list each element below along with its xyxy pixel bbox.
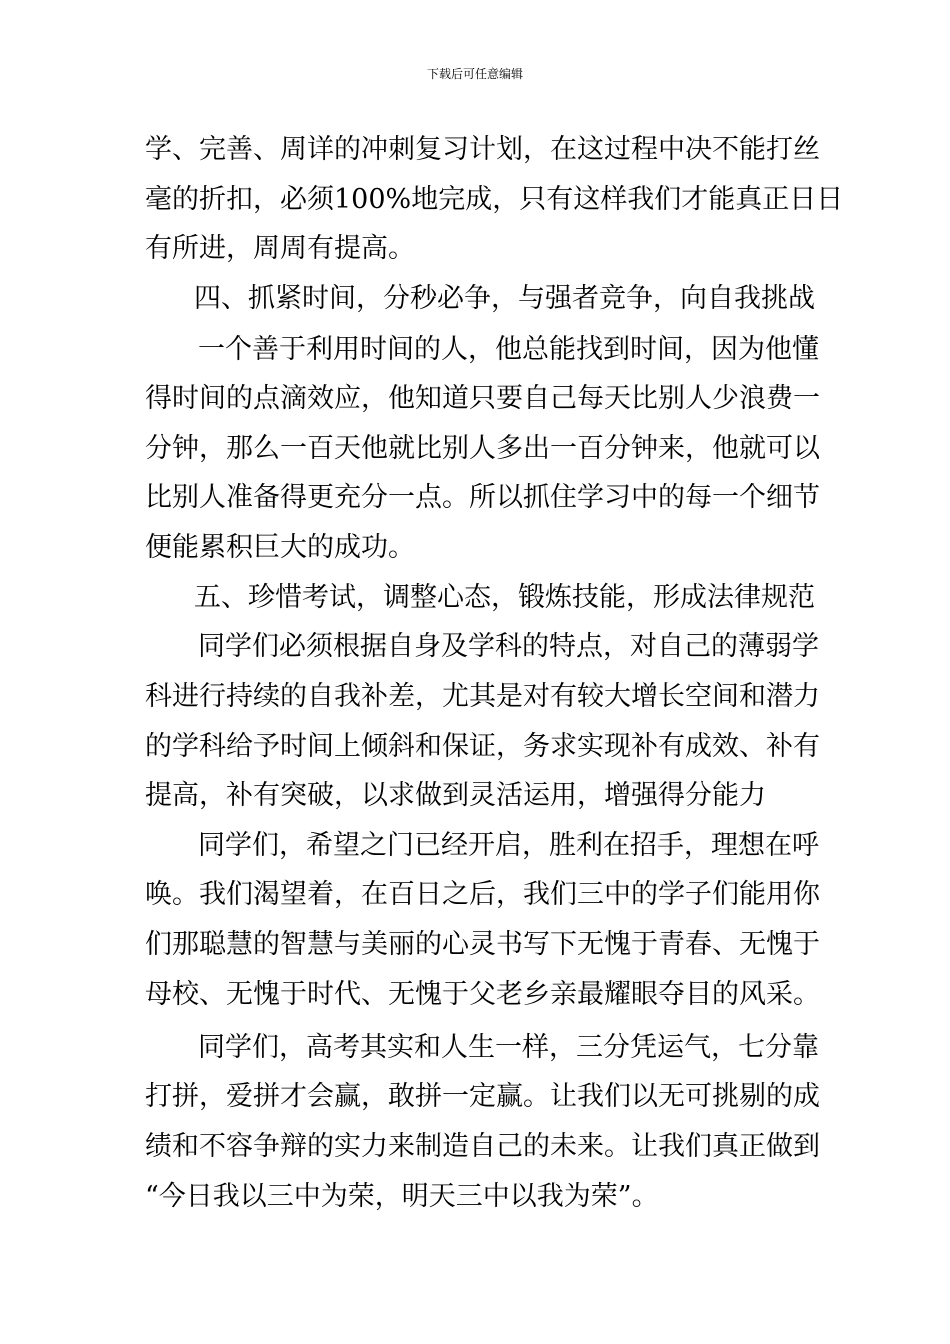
text-line: 们那聪慧的智慧与美丽的心灵书写下无愧于青春、无愧于 [145,929,820,960]
text-line: 绩和不容争辩的实力来制造自己的未来。让我们真正做到 [145,1131,820,1162]
text-line: 母校、无愧于时代、无愧于父老乡亲最耀眼夺目的风采。 [145,979,820,1010]
text-line: 科进行持续的自我补差，尤其是对有较大增长空间和潜力 [145,681,820,712]
text-line: 的学科给予时间上倾斜和保证，务求实现补有成效、补有 [145,731,820,762]
text-line: 唤。我们渴望着，在百日之后，我们三中的学子们能用你 [145,879,820,910]
text-line: 提高，补有突破，以求做到灵活运用，增强得分能力 [145,780,766,811]
section-heading: 四、抓紧时间，分秒必争，与强者竞争，向自我挑战 [194,283,815,314]
text-line: 毫的折扣，必须100%地完成，只有这样我们才能真正日日 [145,184,844,215]
text-line: 同学们，希望之门已经开启，胜利在招手，理想在呼 [198,830,819,861]
text-line: 得时间的点滴效应，他知道只要自己每天比别人少浪费一 [145,383,820,414]
text-line: 便能累积巨大的成功。 [145,532,415,563]
text-line: 同学们必须根据自身及学科的特点，对自己的薄弱学 [198,631,819,662]
page-header: 下载后可任意编辑 [426,67,523,81]
text-line: 一个善于利用时间的人，他总能找到时间，因为他懂 [198,334,819,365]
section-heading: 五、珍惜考试，调整心态，锻炼技能，形成法律规范 [194,582,815,613]
text-line: 有所进，周周有提高。 [145,233,415,264]
text-line: 比别人准备得更充分一点。所以抓住学习中的每一个细节 [145,482,820,513]
text-line: 学、完善、周详的冲刺复习计划，在这过程中决不能打丝 [145,134,820,165]
text-line: 同学们，高考其实和人生一样，三分凭运气，七分靠 [198,1032,819,1063]
text-line: “今日我以三中为荣，明天三中以我为荣”。 [145,1181,659,1212]
text-line: 分钟，那么一百天他就比别人多出一百分钟来，他就可以 [145,433,820,464]
text-line: 打拼，爱拼才会赢，敢拼一定赢。让我们以无可挑剔的成 [145,1081,820,1112]
